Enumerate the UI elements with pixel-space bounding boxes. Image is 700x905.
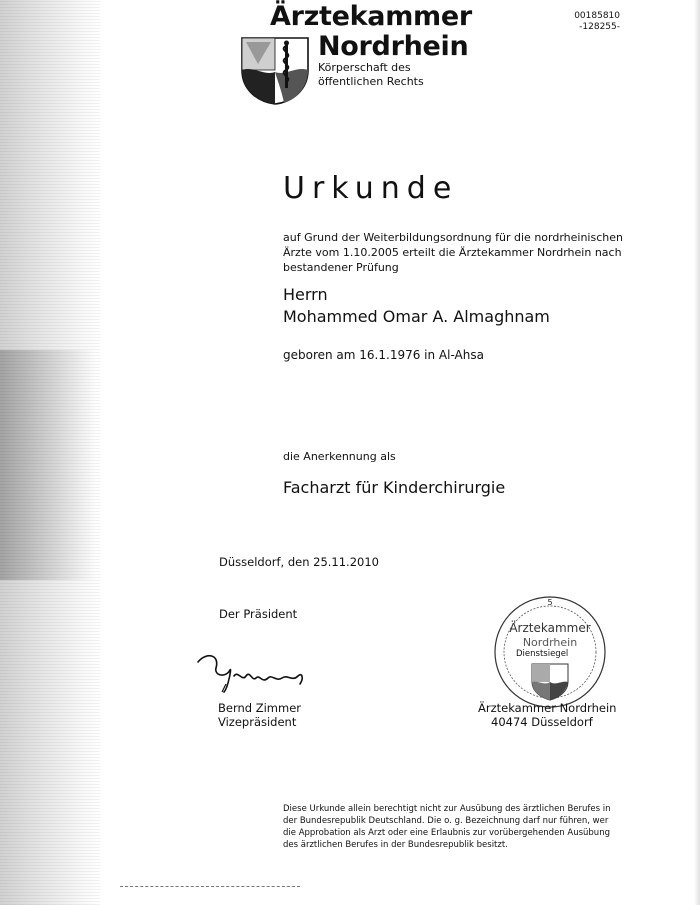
legal-disclaimer: Diese Urkunde allein berechtigt nicht zur Ausübung des ärztlichen Berufes in der Bundesrepublik Deutschland. Die o. g. Bezeichnung darf nur führen, wer die Approbation als Arzt oder eine Erlaubnis zur vorübergehenden Ausübung des ärztlichen Berufes in der Bundesrepublik besitzt. [283, 804, 611, 850]
salutation: Herrn [283, 285, 328, 304]
seal-org-line2: Nordrhein [522, 636, 578, 649]
org-subtitle-line2: öffentlichen Rechts [318, 75, 424, 88]
document-subnumber: -128255- [579, 22, 620, 32]
issuer-city: 40474 Düsseldorf [491, 715, 593, 729]
org-subtitle [318, 61, 438, 89]
signatory-name: Bernd Zimmer [218, 701, 302, 715]
document-number-block [570, 11, 620, 33]
handwritten-signature-icon [192, 648, 312, 698]
coat-of-arms-logo-icon [238, 36, 312, 106]
issuer-name: Ärztekammer Nordrhein [478, 701, 617, 715]
scan-shadow-right [694, 0, 700, 905]
signatory-role: Vizepräsident [218, 715, 297, 729]
place-date: Düsseldorf, den 25.11.2010 [219, 555, 379, 569]
seal-number: 5 [547, 598, 553, 607]
recognition-label: die Anerkennung als [283, 450, 396, 463]
seal-label: Dienstsiegel [516, 649, 569, 659]
scan-shadow-left-dark [0, 350, 95, 580]
org-name-line2: Nordrhein [318, 31, 469, 62]
org-subtitle-line1: Körperschaft des [318, 61, 411, 74]
seal-org-line1: Ärztekammer [509, 621, 591, 635]
birth-info: geboren am 16.1.1976 in Al-Ahsa [283, 348, 484, 362]
certificate-title: Urkunde [283, 171, 459, 206]
specialty-title: Facharzt für Kinderchirurgie [283, 478, 506, 497]
recipient-name: Mohammed Omar A. Almaghnam [283, 307, 550, 326]
president-label: Der Präsident [219, 607, 298, 621]
document-number: 00185810 [574, 11, 620, 21]
certificate-intro: auf Grund der Weiterbildungsordnung für die nordrheinischen Ärzte vom 1.10.2005 erteilt die Ärztekammer Nordrhein nach bestandener Prüfung [283, 231, 623, 274]
org-name-line1: Ärztekammer [270, 1, 472, 32]
scan-artifact-line [120, 886, 300, 888]
official-seal-icon [488, 590, 618, 710]
